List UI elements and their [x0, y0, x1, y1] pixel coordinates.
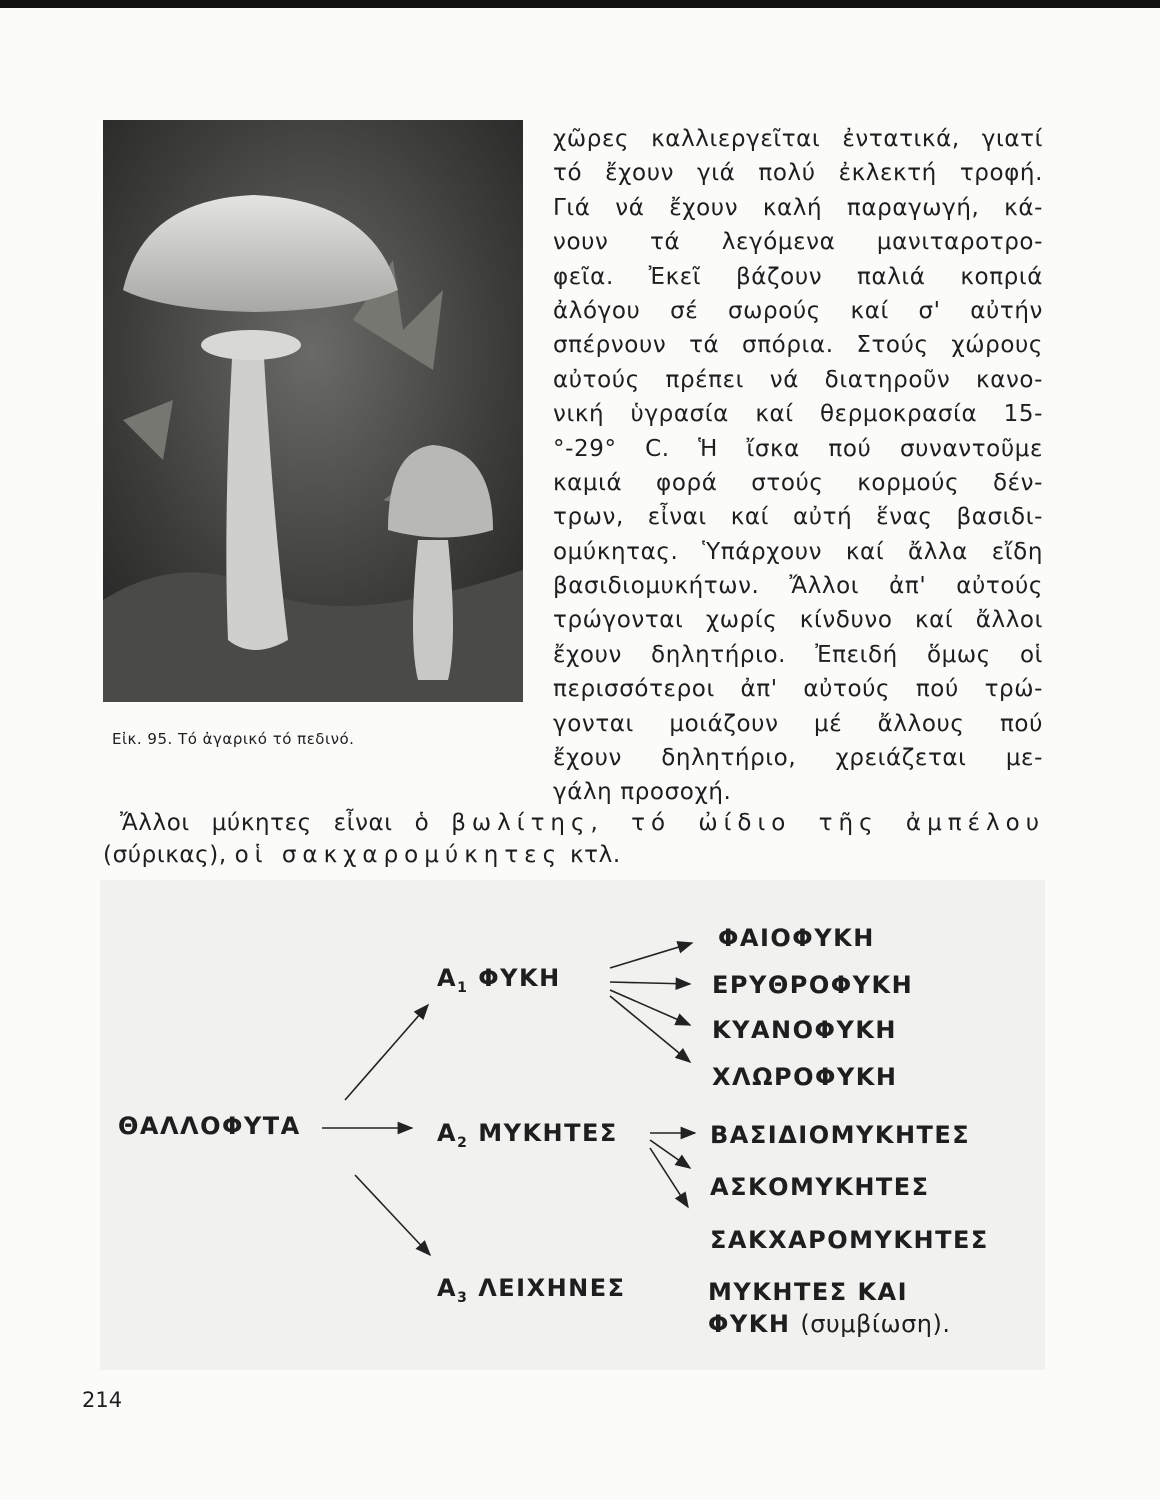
text-span: Α: [437, 964, 458, 992]
text-line: γονται μοιάζουν μέ ἄλλους πού: [553, 710, 1043, 737]
text-line: σπέρνουν τά σπόρια. Στούς χώρους: [553, 332, 1043, 359]
arrow-to-a3: [355, 1175, 430, 1255]
diagram-a2: [437, 1119, 618, 1151]
algae-item: ΦΑΙΟΦΥΚΗ: [718, 924, 875, 952]
subscript: 1: [457, 979, 469, 996]
fungi-item: ΣΑΚΧΑΡΟΜΥΚΗΤΕΣ: [710, 1226, 989, 1254]
text-line: περισσότεροι ἀπ' αὐτούς πού τρώ-: [553, 676, 1043, 703]
text-line: νουν τά λεγόμενα μανιταροτρο-: [553, 229, 1043, 256]
text-line: τρώγονται χωρίς κίνδυνο καί ἄλλοι: [553, 607, 1043, 634]
text-line: αὐτούς πρέπει νά διατηροῦν κανο-: [553, 366, 1043, 393]
text-line: χῶρες καλλιεργεῖται ἐντατικά, γιατί: [553, 126, 1043, 152]
diagram-root: ΘΑΛΛΟΦΥΤΑ: [118, 1112, 301, 1140]
text-line: τό ἔχουν γιά πολύ ἐκλεκτή τροφή.: [553, 160, 1043, 187]
text-span: (συμβίωση).: [800, 1310, 951, 1338]
spaced-text: βωλίτης, τό ὠίδιο τῆς ἀμπέλου: [451, 810, 1045, 836]
diagram-a3: [437, 1274, 626, 1306]
subscript: 2: [457, 1134, 469, 1151]
text-span: ΛΕΙΧΗΝΕΣ: [478, 1274, 626, 1302]
algae-item: ΧΛΩΡΟΦΥΚΗ: [712, 1063, 898, 1091]
text-line: βασιδιομυκήτων. Ἄλλοι ἀπ' αὐτούς: [553, 573, 1043, 600]
algae-item: ΚΥΑΝΟΦΥΚΗ: [712, 1016, 898, 1044]
lichens-item-line2: [708, 1310, 951, 1338]
text-line: ομύκητας. Ὑπάρχουν καί ἄλλα εἴδη: [553, 538, 1043, 565]
spaced-text: οἱ σακχαρομύκητες: [234, 842, 563, 868]
text-span: ΦΥΚΗ: [708, 1310, 791, 1338]
page-number: 214: [82, 1388, 123, 1412]
text-line: ἔχουν δηλητήριο. Ἐπειδή ὅμως οἱ: [553, 641, 1043, 668]
text-span: Α: [437, 1119, 458, 1147]
text-span: Ἄλλοι μύκητες εἶναι ὁ: [120, 810, 430, 836]
text-line: °-29° C. Ἡ ἴσκα πού συναντοῦμε: [553, 435, 1043, 462]
arrow-to-algae: [610, 943, 692, 968]
fungi-item: ΒΑΣΙΔΙΟΜΥΚΗΤΕΣ: [710, 1121, 971, 1149]
text-span: ΦΥΚΗ: [478, 964, 561, 992]
figure-caption: Εἰκ. 95. Τό ἀγαρικό τό πεδινό.: [112, 730, 355, 748]
diagram-a1: [437, 964, 561, 996]
text-line: νική ὑγρασία καί θερμοκρασία 15-: [553, 401, 1043, 428]
text-line: γάλη προσοχή.: [553, 779, 732, 806]
algae-item: ΕΡΥΘΡΟΦΥΚΗ: [712, 971, 914, 999]
text-line: φεῖα. Ἐκεῖ βάζουν παλιά κοπριά: [553, 263, 1043, 290]
fungi-item: ΑΣΚΟΜΥΚΗΤΕΣ: [710, 1173, 930, 1201]
text-span: ΜΥΚΗΤΕΣ: [478, 1119, 618, 1147]
text-line: ἀλόγου σέ σωρούς καί σ' αὐτήν: [553, 297, 1043, 324]
text-span: (σύρικας),: [103, 842, 227, 868]
text-span: κτλ.: [570, 842, 621, 868]
text-line: ἔχουν δηλητήριο, χρειάζεται με-: [553, 745, 1043, 772]
text-line: καμιά φορά στούς κορμούς δέν-: [553, 469, 1043, 496]
subscript: 3: [457, 1289, 469, 1306]
text-span: Α: [437, 1274, 458, 1302]
arrow-to-a1: [345, 1005, 428, 1100]
lichens-item: ΜΥΚΗΤΕΣ ΚΑΙ: [708, 1278, 909, 1306]
text-line: Γιά νά ἔχουν καλή παραγωγή, κά-: [553, 194, 1043, 221]
text-line: τρων, εἶναι καί αὐτή ἕνας βασιδι-: [553, 504, 1043, 531]
